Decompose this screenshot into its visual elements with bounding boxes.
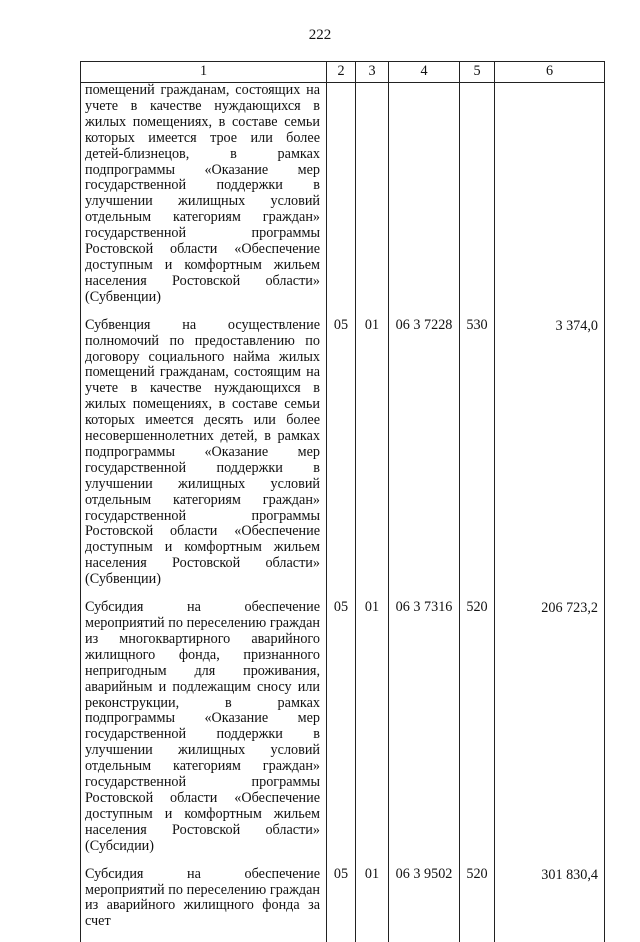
column-header-6: 6 bbox=[495, 62, 605, 83]
page-number: 222 bbox=[0, 27, 640, 44]
row-subsection: 01 bbox=[356, 867, 389, 942]
row-section: 05 bbox=[327, 318, 356, 600]
row-expense-type bbox=[460, 83, 495, 318]
row-section bbox=[327, 83, 356, 318]
row-subsection: 01 bbox=[356, 318, 389, 600]
row-description: помещений гражданам, состоящих на учете в качестве нуждающихся в жилых помещениях, в составе семьи которых имеется трое или более детей-близнецов, в рамках подпрограммы «Оказание мер государственной поддержки в улучшении жилищных условий отдельным категориям граждан» государственной программы Ростовской области «Обеспечение доступным и комфортным жильем населения Ростовской области» (Субвенции) bbox=[81, 83, 327, 318]
table-row bbox=[81, 600, 605, 867]
column-header-1: 1 bbox=[81, 62, 327, 83]
row-target-article: 06 3 7316 bbox=[389, 600, 460, 867]
header-row bbox=[81, 62, 605, 83]
row-amount bbox=[495, 83, 605, 318]
row-subsection bbox=[356, 83, 389, 318]
row-description: Субсидия на обеспечение мероприятий по переселению граждан из многоквартирного аварийного жилищного фонда, признанного непригодным для проживания, аварийным и подлежащим сносу или реконструкции, в рамках подпрограммы «Оказание мер государственной поддержки в улучшении жилищных условий отдельным категориям граждан» государственной программы Ростовской области «Обеспечение доступным и комфортным жильем населения Ростовской области» (Субсидии) bbox=[81, 600, 327, 867]
column-header-4: 4 bbox=[389, 62, 460, 83]
row-amount: 301 830,4 bbox=[495, 867, 605, 942]
row-section: 05 bbox=[327, 867, 356, 942]
table-header bbox=[81, 62, 605, 83]
row-expense-type: 530 bbox=[460, 318, 495, 600]
column-header-3: 3 bbox=[356, 62, 389, 83]
table-body bbox=[81, 83, 605, 942]
column-header-2: 2 bbox=[327, 62, 356, 83]
budget-table bbox=[80, 61, 605, 942]
row-target-article: 06 3 9502 bbox=[389, 867, 460, 942]
table-row bbox=[81, 83, 605, 318]
row-amount: 206 723,2 bbox=[495, 600, 605, 867]
row-description: Субвенция на осуществление полномочий по предоставлению по договору социального найма жилых помещений гражданам, состоящим на учете в качестве нуждающихся в жилых помещениях, в составе семьи которых имеется десять или более несовершеннолетних детей, в рамках подпрограммы «Оказание мер государственной поддержки в улучшении жилищных условий отдельным категориям граждан» государственной программы Ростовской области «Обеспечение доступным и комфортным жильем населения Ростовской области» (Субвенции) bbox=[81, 318, 327, 600]
row-target-article bbox=[389, 83, 460, 318]
row-description: Субсидия на обеспечение мероприятий по переселению граждан из аварийного жилищного фонда за счет bbox=[81, 867, 327, 942]
row-amount: 3 374,0 bbox=[495, 318, 605, 600]
row-subsection: 01 bbox=[356, 600, 389, 867]
row-target-article: 06 3 7228 bbox=[389, 318, 460, 600]
row-section: 05 bbox=[327, 600, 356, 867]
table-row bbox=[81, 867, 605, 942]
row-expense-type: 520 bbox=[460, 867, 495, 942]
column-header-5: 5 bbox=[460, 62, 495, 83]
row-expense-type: 520 bbox=[460, 600, 495, 867]
table-row bbox=[81, 318, 605, 600]
